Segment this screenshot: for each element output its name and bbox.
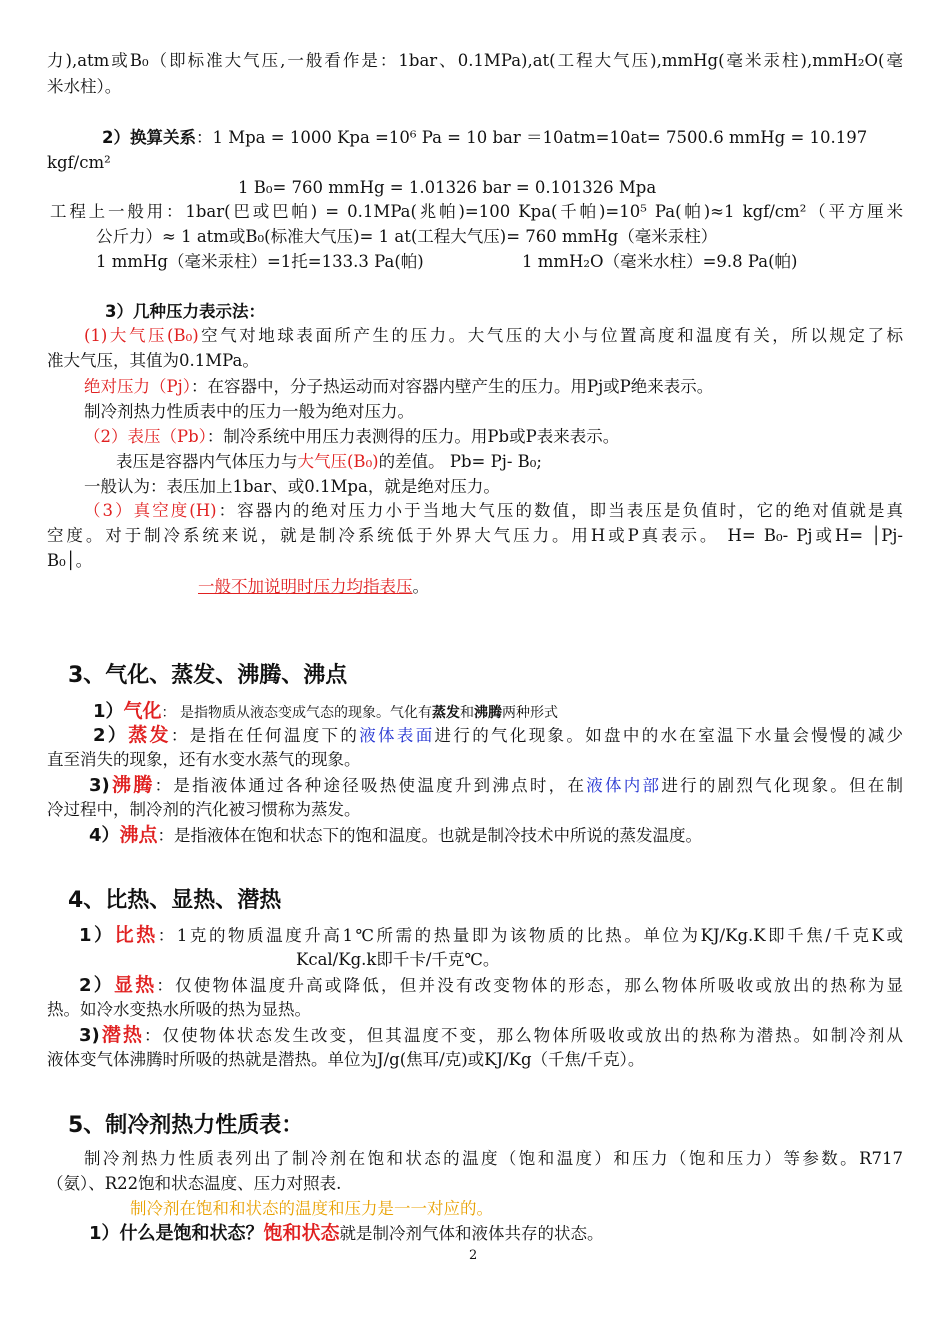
specific-heat-label: 比热 [114,924,158,946]
gauge-text: ：制冷系统中用压力表测得的压力。用Pb或P表来表示。 [206,427,620,446]
vacuum-line-1 [84,500,903,522]
item-number: 2） [79,975,114,996]
latent-heat-line-2: 液体变气体沸腾时所吸的热就是潜热。单位为J/g(焦耳/克)或KJ/Kg（千焦/千克）。 [47,1050,645,1069]
gauge-line [84,426,619,448]
boiling-point-label: 沸点 [119,824,158,846]
item-number: 1） [93,701,124,722]
specific-heat-line-1 [79,924,903,947]
evaporation-b: 进行的气化现象。如盘中的水在室温下水量会慢慢的减少 [434,726,904,745]
conversion-label: 2）换算关系 [102,128,196,147]
section-5-title: 5、制冷剂热力性质表： [68,1113,304,1138]
vacuum-line-3: B₀│。 [47,551,93,570]
item-number: 2） [93,725,129,746]
boiling-blue: 液体内部 [586,776,662,795]
sensible-heat-line-2: 热。如冷水变热水所吸的热为显热。 [47,1000,311,1019]
abs-line [84,376,713,398]
item-number: 1） [79,925,115,946]
evaporation-blue: 液体表面 [359,726,435,745]
item-number: 3) [89,775,110,796]
sensible-heat-line-1 [79,974,903,997]
item-number: 4） [89,825,120,846]
sensible-heat-text: ：仅使物体温度升高或降低，但并没有改变物体的形态，那么物体所吸收或放出的热称为显 [156,976,903,995]
abs-label: 绝对压力（Pj） [84,377,191,396]
saturation-term: 饱和状态 [263,1222,340,1244]
evaporation-a: ：是指在任何温度下的 [170,726,360,745]
evaporation-label: 蒸发 [128,724,171,746]
item-number: 3) [79,1025,100,1046]
vacuum-line-2: 空度。对于制冷系统来说，就是制冷系统低于外界大气压力。用H或P真表示。 H= B₀- Pj或H= │Pj- [47,526,903,545]
saturation-question [89,1222,604,1245]
vaporization-label: 气化 [123,700,162,722]
vaporization-line [93,700,558,724]
atm-label: (1)大气压(B₀) [84,326,199,345]
conversion-formula-1: ：1 Mpa = 1000 Kpa =10⁶ Pa = 10 bar ＝10atm=10at= 7500.6 mmHg = 10.197 [195,128,868,147]
vaporization-text: ： 是指物质从液态变成气态的现象。气化有 [161,705,432,721]
atm-line-1 [84,325,903,347]
evaporation-line-2: 直至消失的现象，还有水变水蒸气的现象。 [47,750,361,769]
latent-heat-text: ：仅使物体状态发生改变，但其温度不变，那么物体所吸收或放出的热称为潜热。如制冷剂从 [143,1026,903,1045]
intro-line-2: 米水柱）。 [47,77,122,96]
conversion-line-5: 公斤力）≈ 1 atm或B₀(标准大气压)= 1 at(工程大气压)= 760 mmHg（毫米汞柱） [96,227,718,246]
abs-note: 制冷剂热力性质表中的压力一般为绝对压力。 [84,402,414,421]
conversion-line-6b: 1 mmH₂O（毫米水柱）=9.8 Pa(帕) [522,252,798,271]
conversion-line-3: 1 B₀= 760 mmHg = 1.01326 bar = 0.101326 Mpa [238,178,657,197]
saturation-definition: 就是制冷剂气体和液体共存的状态。 [339,1224,604,1243]
boiling-b: 进行的剧烈气化现象。但在制 [661,776,904,795]
saturation-note: 制冷剂在饱和和状态的温度和压力是一一对应的。 [130,1199,493,1218]
gauge-diff-line [116,451,542,473]
table-intro-line-2: （氨）、R22饱和状态温度、压力对照表. [47,1174,342,1193]
abs-text: ：在容器中，分子热运动而对容器内壁产生的压力。用Pj或P绝来表示。 [190,377,714,396]
conversion-line-4: 工程上一般用：1bar(巴或巴帕) = 0.1MPa(兆帕)=100 Kpa(千帕)=10⁵ Pa(帕)≈1 kgf/cm²（平方厘米 [50,202,903,221]
gauge-diff-red: 大气压(B₀) [297,452,379,471]
page-number: 2 [469,1248,478,1263]
intro-line-1: 力),atm或B₀（即标准大气压,一般看作是：1bar、0.1MPa),at(工程大气压),mmHg(毫米汞柱),mmH₂O(毫 [47,51,903,70]
conversion-line-6a: 1 mmHg（毫米汞柱）=1托=133.3 Pa(帕) [96,252,424,271]
section-4-title: 4、比热、显热、潜热 [68,888,282,913]
vaporization-evap: 蒸发 [432,705,460,721]
conversion-line-2: kgf/cm² [47,153,111,172]
boiling-line-2: 冷过程中，制冷剂的汽化被习惯称为蒸发。 [47,800,361,819]
section-3-title: 3、气化、蒸发、沸腾、沸点 [68,663,348,688]
gauge-diff-a: 表压是容器内气体压力与 [116,452,298,471]
saturation-question-label: 1）什么是饱和状态？ [89,1223,264,1244]
latent-heat-label: 潜热 [99,1024,144,1046]
atm-line-2: 准大气压，其值为0.1MPa。 [47,351,259,370]
vacuum-text: ：容器内的绝对压力小于当地大气压的数值，即当表压是负值时，它的绝对值就是真 [216,501,904,520]
conversion-line-1 [102,127,867,149]
boiling-a: ：是指液体通过各种途径吸热使温度升到沸点时，在 [154,776,587,795]
boiling-point-text: ：是指液体在饱和状态下的饱和温度。也就是制冷技术中所说的蒸发温度。 [157,826,703,845]
atm-text: 空气对地球表面所产生的压力。大气压的大小与位置高度和温度有关，所以规定了标 [198,326,903,345]
gauge-note: 一般认为：表压加上1bar、或0.1Mpa，就是绝对压力。 [84,477,500,496]
gauge-default-note-red: 一般不加说明时压力均指表压 [198,577,413,596]
boiling-label: 沸腾 [109,774,155,796]
evaporation-line-1 [93,724,903,747]
boiling-line-1 [89,774,903,797]
latent-heat-line-1 [79,1024,903,1047]
gauge-default-note-end: 。 [412,577,429,596]
pressure-title: 3）几种压力表示法： [105,302,265,321]
specific-heat-text: ：1克的物质温度升高1℃所需的热量即为该物质的比热。单位为KJ/Kg.K即千焦/千克K或 [157,926,903,945]
gauge-label: （2）表压（Pb） [84,427,207,446]
sensible-heat-label: 显热 [113,974,157,996]
vaporization-end: 两种形式 [502,705,558,721]
boiling-point-line [89,824,702,847]
gauge-default-note [198,576,429,598]
gauge-diff-b: 的差值。 Pb= Pj- B₀; [378,452,542,471]
vaporization-and: 和 [460,705,474,721]
vaporization-boil: 沸腾 [474,705,502,721]
specific-heat-line-2: Kcal/Kg.k即千卡/千克℃。 [296,950,500,969]
table-intro-line-1: 制冷剂热力性质表列出了制冷剂在饱和状态的温度（饱和温度）和压力（饱和压力）等参数。R717 [84,1149,903,1168]
vacuum-label: （3）真空度(H) [84,501,217,520]
